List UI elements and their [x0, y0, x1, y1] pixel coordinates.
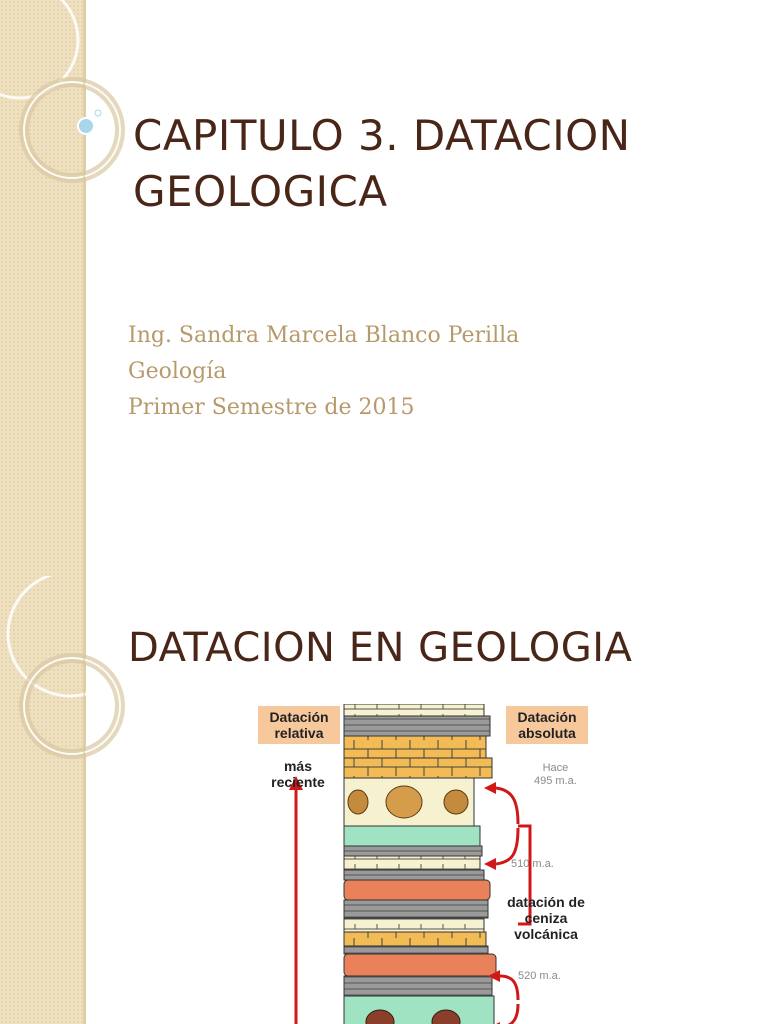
relative-dating-label-line-1: Datación [269, 709, 329, 725]
title-line-2: GEOLOGICA [133, 167, 388, 216]
absolute-dating-label-line-1: Datación [517, 709, 577, 725]
layer-ash-2 [344, 954, 496, 976]
layer-ash-1 [344, 880, 490, 900]
more-recent-label [264, 758, 332, 790]
ash-line-2: ceniza [524, 910, 568, 926]
age-520-label: 520 m.a. [518, 970, 561, 982]
layer-shale-5 [344, 946, 488, 954]
layer-green-1 [344, 826, 480, 846]
layer-cream-3 [344, 918, 484, 932]
absolute-dating-label [506, 706, 588, 744]
more-recent-line-2: reciente [271, 774, 325, 790]
ash-line-1: datación de [507, 894, 585, 910]
content-slide [0, 576, 768, 1024]
bubble-icon [0, 0, 120, 160]
layer-shale-4 [344, 900, 488, 918]
fossil-shell [348, 790, 368, 814]
volcanic-ash-dating-label [496, 894, 596, 942]
title-line-1: CAPITULO 3. DATACION [133, 111, 631, 160]
relative-dating-label [258, 706, 340, 744]
ash-line-3: volcánica [514, 926, 578, 942]
layer-shale-2 [344, 846, 482, 856]
layer-shale-6 [344, 976, 492, 996]
age-hace: Hace [542, 762, 569, 774]
slide-title: DATACION EN GEOLOGIA [128, 625, 633, 671]
layer-limestone-3 [344, 932, 486, 946]
layer-cream-top [344, 704, 484, 716]
more-recent-line-1: más [283, 758, 313, 774]
layer-limestone-1 [344, 736, 486, 758]
relative-dating-label-line-2: relativa [274, 725, 324, 741]
fossil-shell [444, 790, 468, 814]
author-name: Ing. Sandra Marcela Blanco Perilla [128, 323, 520, 348]
layer-cream-2 [344, 856, 480, 870]
layer-shale-1 [344, 716, 490, 736]
course-name: Geología [128, 359, 227, 384]
age-arrow-lower [500, 1004, 518, 1024]
age-495-label [534, 762, 577, 788]
age-arrow-520 [500, 976, 518, 1000]
subtitle-list [128, 318, 519, 426]
age-arrow-495 [496, 788, 518, 824]
layer-limestone-2 [344, 758, 492, 778]
fossil-shell [386, 786, 422, 818]
absolute-dating-label-line-2: absoluta [518, 725, 576, 741]
slide-title [133, 108, 733, 220]
layer-shale-3 [344, 870, 484, 880]
semester-label: Primer Semestre de 2015 [128, 395, 415, 420]
stratigraphic-dating-figure [256, 704, 596, 1024]
age-495: 495 m.a. [534, 775, 577, 787]
age-510-label: 510 m.a. [511, 858, 554, 870]
